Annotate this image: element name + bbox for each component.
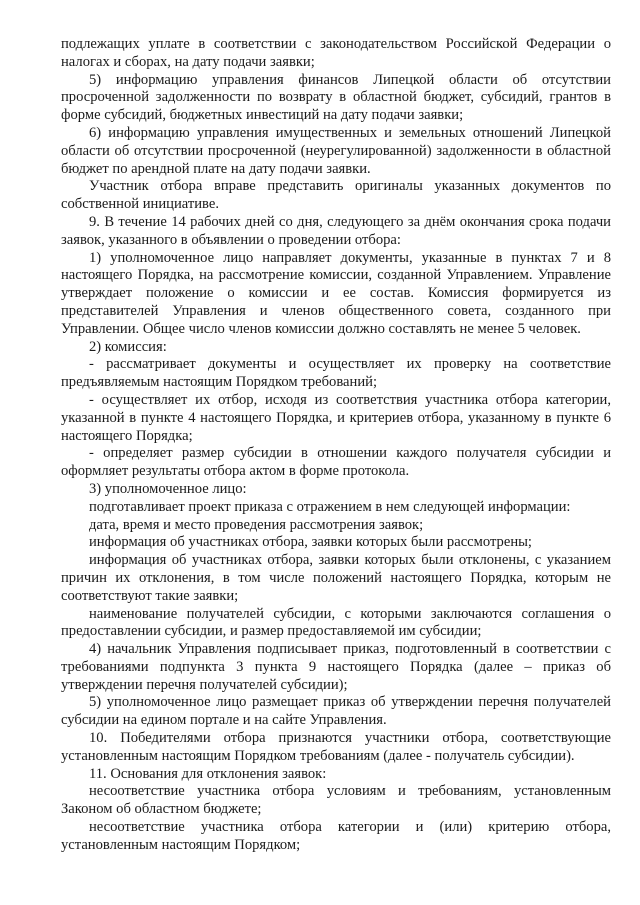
- paragraph: Участник отбора вправе представить оригиналы указанных документов по собственной инициативе.: [61, 178, 611, 213]
- paragraph: - определяет размер субсидии в отношении каждого получателя субсидии и оформляет результаты отбора актом в форме протокола.: [61, 445, 611, 480]
- paragraph: 10. Победителями отбора признаются участники отбора, соответствующие установленным настоящим Порядком требованиям (далее - получатель субсидии).: [61, 730, 611, 764]
- paragraph: 9. В течение 14 рабочих дней со дня, следующего за днём окончания срока подачи заявок, указанного в объявлении о проведении отбора:: [61, 213, 611, 248]
- paragraph: информация об участниках отбора, заявки которых были отклонены, с указанием причин их отклонения, в том числе положений настоящего Порядка, которым не соответствуют такие заявки;: [61, 552, 611, 604]
- paragraph: несоответствие участника отбора условиям и требованиям, установленным Законом об областном бюджете;: [61, 783, 611, 818]
- paragraph: 5) уполномоченное лицо размещает приказ об утверждении перечня получателей субсидии на едином портале и на сайте Управления.: [61, 694, 611, 729]
- paragraph: 11. Основания для отклонения заявок:: [89, 765, 327, 782]
- paragraph: 5) информацию управления финансов Липецкой области об отсутствии просроченной задолженности по возврату в областной бюджет, субсидий, грантов в форме субсидий, бюджетных инвестиций на дату подачи заявки;: [61, 71, 611, 124]
- paragraph: 3) уполномоченное лицо:: [89, 480, 247, 497]
- paragraph: подготавливает проект приказа с отражением в нем следующей информации:: [89, 498, 571, 515]
- paragraph: информация об участниках отбора, заявки которых были рассмотрены;: [89, 534, 532, 551]
- paragraph: несоответствие участника отбора категории и (или) критерию отбора, установленным настоящим Порядком;: [61, 819, 611, 853]
- paragraph: 2) комиссия:: [89, 338, 167, 355]
- paragraph: дата, время и место проведения рассмотрения заявок;: [89, 516, 424, 533]
- paragraph: 4) начальник Управления подписывает приказ, подготовленный в соответствии с требованиями подпункта 3 пункта 9 настоящего Порядка (далее – приказ об утверждении перечня получателей субсидии);: [61, 641, 611, 693]
- paragraph: - рассматривает документы и осуществляет их проверку на соответствие предъявляемым настоящим Порядком требований;: [61, 356, 611, 391]
- document-body: [61, 36, 611, 855]
- paragraph: 1) уполномоченное лицо направляет документы, указанные в пунктах 7 и 8 настоящего Порядка, на рассмотрение комиссии, созданной Управлением. Управление утверждает положение о комиссии и ее состав. Комиссия формируется из представителей Управления и членов общественного совета, созданного при Управлении. Общее число членов комиссии должно составлять не менее 5 человек.: [61, 249, 611, 337]
- paragraph: 6) информацию управления имущественных и земельных отношений Липецкой области об отсутствии просроченной (неурегулированной) задолженности в областной бюджет по арендной плате на дату подачи заявки.: [61, 124, 611, 177]
- paragraph: подлежащих уплате в соответствии с законодательством Российской Федерации о налогах и сборах, на дату подачи заявки;: [61, 36, 611, 70]
- paragraph: - осуществляет их отбор, исходя из соответствия участника отбора категории, указанной в пункте 4 настоящего Порядка, и критериев отбора, указанному в пункте 6 настоящего Порядка;: [61, 391, 611, 444]
- paragraph: наименование получателей субсидии, с которыми заключаются соглашения о предоставлении субсидии, и размер предоставляемой им субсидии;: [61, 605, 611, 640]
